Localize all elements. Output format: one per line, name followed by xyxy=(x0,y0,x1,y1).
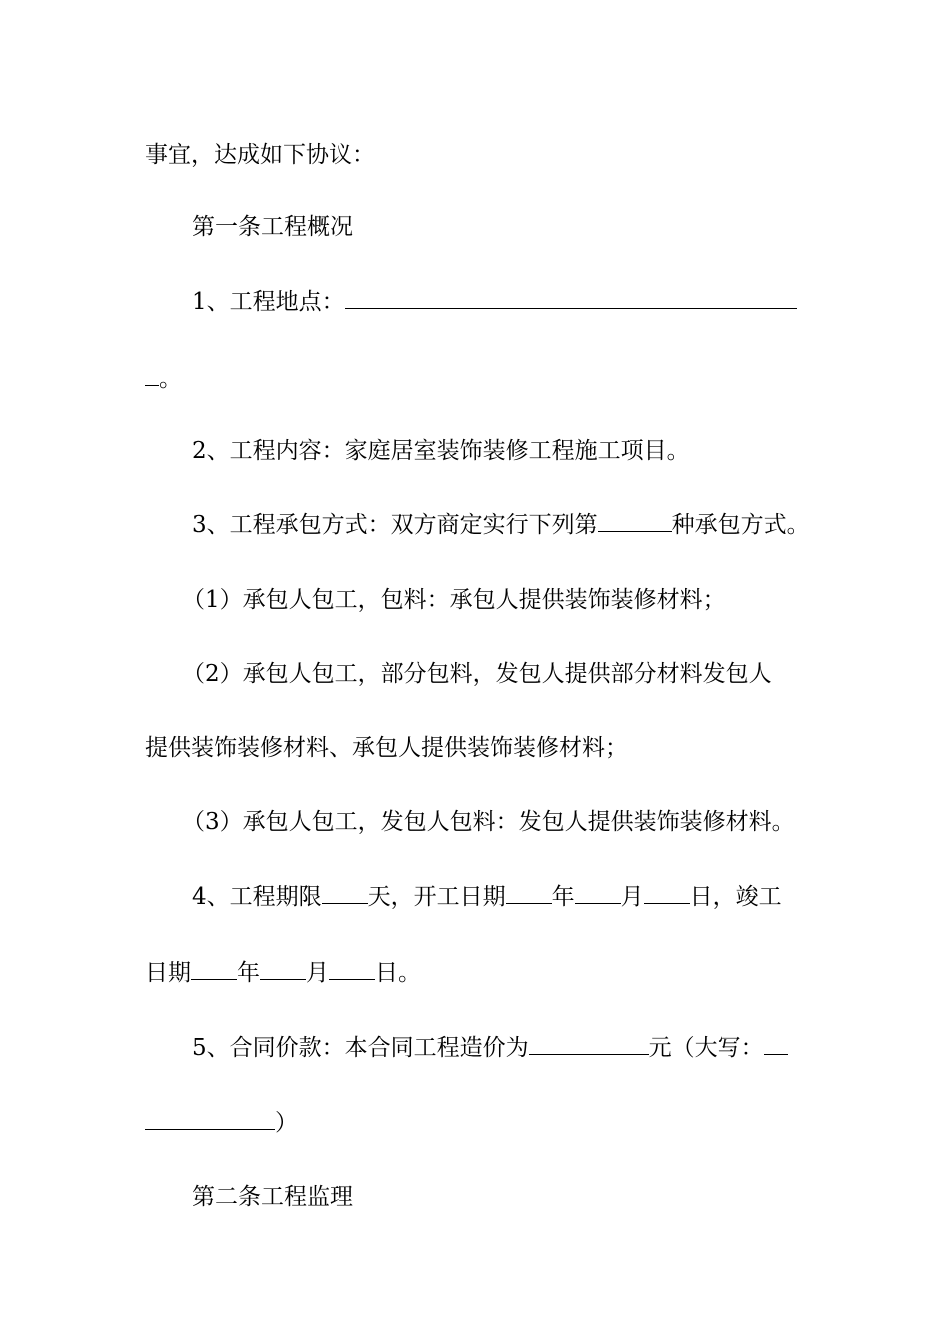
contract-method-blank xyxy=(598,511,672,532)
option-1: （1）承包人包工，包料：承包人提供装饰装修材料； xyxy=(182,587,726,613)
location-end: 。 xyxy=(159,366,182,392)
option-2-line-1: （2）承包人包工，部分包料，发包人提供部分材料发包人 xyxy=(182,661,772,687)
item-schedule xyxy=(192,882,782,912)
item-project-location-cont xyxy=(145,364,182,394)
location-blank xyxy=(345,288,797,309)
item-contract-price xyxy=(192,1033,788,1063)
start-year-blank xyxy=(506,883,552,904)
price-capital-blank-cont xyxy=(145,1109,275,1130)
option-2-line-2: 提供装饰装修材料、承包人提供装饰装修材料； xyxy=(145,735,628,761)
item-contract-price-cont xyxy=(145,1108,298,1138)
price-capital-blank xyxy=(764,1034,788,1055)
heading-article-1: 第一条工程概况 xyxy=(192,214,353,240)
schedule-text-f: 日期 xyxy=(145,960,191,986)
schedule-text-e: 日，竣工 xyxy=(689,884,782,910)
item-schedule-cont xyxy=(145,958,421,988)
schedule-text-b: 天，开工日期 xyxy=(367,884,506,910)
price-text-c: ） xyxy=(275,1110,298,1136)
price-blank xyxy=(529,1034,649,1055)
end-month-blank xyxy=(260,959,306,980)
end-year-blank xyxy=(191,959,237,980)
start-month-blank xyxy=(575,883,621,904)
heading-article-2: 第二条工程监理 xyxy=(192,1184,353,1210)
schedule-text-d: 月 xyxy=(620,884,644,910)
location-label: 1、工程地点： xyxy=(192,289,345,315)
days-blank xyxy=(322,883,368,904)
start-day-blank xyxy=(644,883,690,904)
schedule-text-g: 年 xyxy=(237,960,260,986)
location-blank-cont xyxy=(145,365,159,386)
item-project-location xyxy=(192,287,797,317)
paragraph-intro: 事宜，达成如下协议： xyxy=(145,142,375,168)
contract-method-text-end: 种承包方式。 xyxy=(671,512,810,538)
price-text-a: 5、合同价款：本合同工程造价为 xyxy=(192,1035,529,1061)
option-3: （3）承包人包工，发包人包料：发包人提供装饰装修材料。 xyxy=(182,809,795,835)
price-text-b: 元（大写： xyxy=(648,1035,764,1061)
schedule-text-i: 日。 xyxy=(375,960,421,986)
schedule-text-h: 月 xyxy=(306,960,329,986)
schedule-text-c: 年 xyxy=(551,884,575,910)
schedule-text-a: 4、工程期限 xyxy=(192,884,322,910)
end-day-blank xyxy=(329,959,375,980)
item-contract-method xyxy=(192,510,810,540)
item-project-content: 2、工程内容：家庭居室装饰装修工程施工项目。 xyxy=(192,438,690,464)
contract-method-text: 3、工程承包方式：双方商定实行下列第 xyxy=(192,512,598,538)
